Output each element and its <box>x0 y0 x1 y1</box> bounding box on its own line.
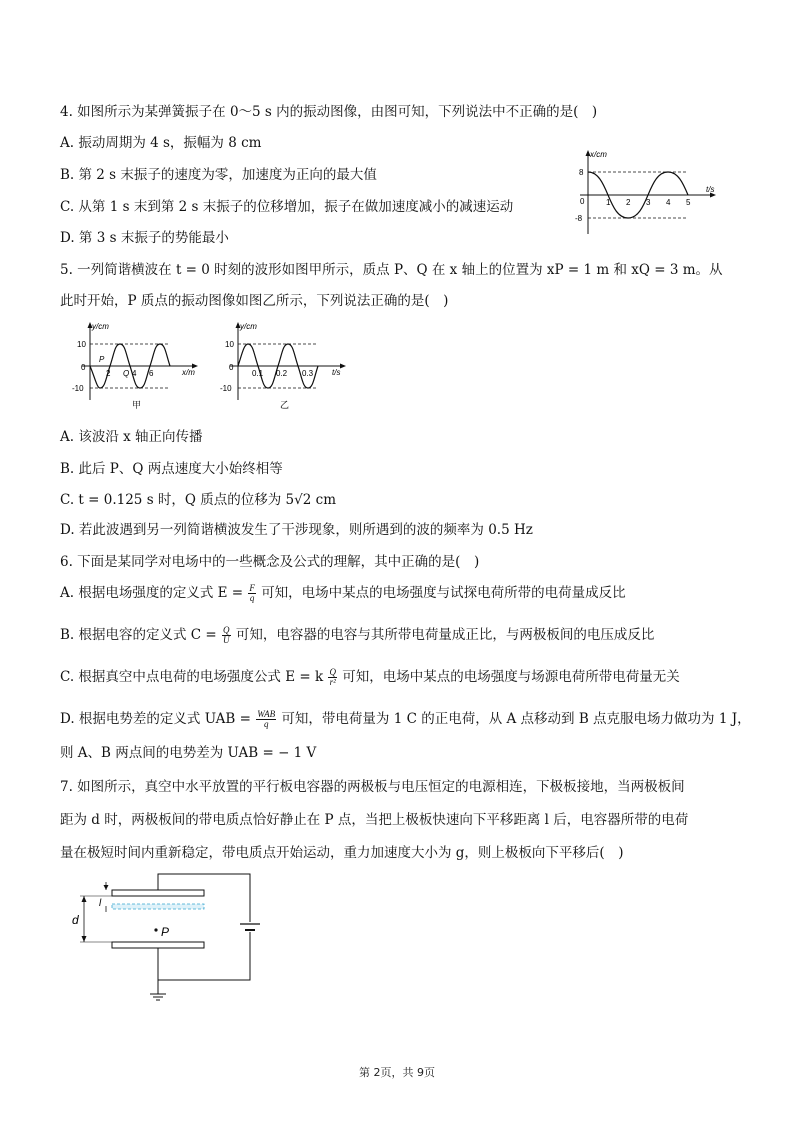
q4-xlabel: t/s <box>706 185 715 194</box>
q4-ytick-neg8: -8 <box>575 214 583 223</box>
q6-option-b <box>60 626 654 645</box>
q5-jia-xlabel: x/m <box>182 368 195 377</box>
q5-yi-caption: 乙 <box>280 400 290 410</box>
q4-option-c: C. 从第 1 s 末到第 2 s 末振子的位移增加，振子在做加速度减小的减速运动 <box>60 199 514 215</box>
q5-yi-xtick-02: 0.2 <box>276 369 288 378</box>
q4-xtick-1: 1 <box>606 198 611 207</box>
q6-stem: 6. 下面是某同学对电场中的一些概念及公式的理解，其中正确的是( ) <box>60 554 480 570</box>
q4-ytick-0: 0 <box>580 197 585 206</box>
q6-option-c <box>60 668 680 687</box>
q4-vibration-graph <box>570 148 730 238</box>
q6-a-pre: A. 根据电场强度的定义式 E = <box>60 585 244 601</box>
q6-d-den: q <box>263 719 269 729</box>
q5-option-c: C. t = 0.125 s 时，Q 质点的位移为 5√2 cm <box>60 492 336 508</box>
q6-d-fraction <box>256 710 276 729</box>
q5-option-d: D. 若此波遇到另一列简谐横波发生了干涉现象，则所遇到的波的频率为 0.5 Hz <box>60 522 533 538</box>
q6-d-post: 可知，带电荷量为 1 C 的正电荷，从 A 点移动到 B 点克服电场力做功为 1 J， <box>281 711 751 727</box>
q6-b-pre: B. 根据电容的定义式 C = <box>60 627 217 643</box>
q4-xtick-3: 3 <box>646 198 651 207</box>
q4-option-b: B. 第 2 s 末振子的速度为零，加速度为正向的最大值 <box>60 167 377 183</box>
q6-c-pre: C. 根据真空中点电荷的电场强度公式 E = k <box>60 669 324 685</box>
q5-jia-ytick-0: 0 <box>81 363 86 372</box>
q5-option-a: A. 该波沿 x 轴正向传播 <box>60 429 203 445</box>
q6-option-a <box>60 584 626 603</box>
q6-d-num: WAB <box>257 709 276 719</box>
q7-stem-1: 7. 如图所示，真空中水平放置的平行板电容器的两极板与电压恒定的电源相连，下极板接地，当两极板间 <box>60 779 685 795</box>
q5-option-b: B. 此后 P、Q 两点速度大小始终相等 <box>60 461 283 477</box>
q6-d-pre: D. 根据电势差的定义式 UAB = <box>60 711 251 727</box>
q6-a-num: F <box>249 583 255 593</box>
q5-stem-2: 此时开始，P 质点的振动图像如图乙所示，下列说法正确的是( ) <box>60 293 449 309</box>
q5-jia-ylabel: y/cm <box>92 322 109 331</box>
q7-label-d: d <box>72 913 79 927</box>
q5-jia-point-p: P <box>99 355 105 364</box>
q5-graph-yi <box>214 320 354 412</box>
q5-graph-jia <box>66 320 206 412</box>
q5-jia-xtick-6: 6 <box>149 369 154 378</box>
q5-yi-xtick-03: 0.3 <box>302 369 314 378</box>
q4-stem: 4. 如图所示为某弹簧振子在 0～5 s 内的振动图像，由图可知，下列说法中不正确的是( ) <box>60 104 598 120</box>
q6-option-d <box>60 710 751 729</box>
q6-b-post: 可知，电容器的电容与其所带电荷量成正比，与两极板间的电压成反比 <box>235 627 655 643</box>
q4-option-a: A. 振动周期为 4 s，振幅为 8 cm <box>60 135 262 151</box>
q6-b-num: Q <box>223 625 230 635</box>
q5-jia-xtick-2: 2 <box>106 369 111 378</box>
q7-label-l: l <box>99 898 102 909</box>
q5-yi-ytick-neg10: -10 <box>220 384 232 393</box>
q6-c-den: r² <box>329 677 336 687</box>
q6-c-num: Q <box>329 667 336 677</box>
q5-yi-ytick-10: 10 <box>225 340 234 349</box>
q6-c-post: 可知，电场中某点的电场强度与场源电荷所带电荷量无关 <box>342 669 680 685</box>
q4-xtick-4: 4 <box>666 198 671 207</box>
q4-ylabel: x/cm <box>590 150 607 159</box>
q6-b-den: U <box>223 635 230 645</box>
q5-stem-1: 5. 一列简谐横波在 t = 0 时刻的波形如图甲所示，质点 P、Q 在 x 轴上的位置为 xP = 1 m 和 xQ = 3 m。从 <box>60 262 723 278</box>
q5-jia-ytick-neg10: -10 <box>72 384 84 393</box>
q4-xtick-2: 2 <box>626 198 631 207</box>
q5-jia-ytick-10: 10 <box>77 340 86 349</box>
q5-yi-ytick-0: 0 <box>229 363 234 372</box>
q5-yi-xtick-01: 0.1 <box>252 369 264 378</box>
q7-stem-2: 距为 d 时，两极板间的带电质点恰好静止在 P 点，当把上极板快速向下平移距离 l 后，电容器所带的电荷 <box>60 812 689 828</box>
page-footer: 第 2页，共 9页 <box>359 1066 435 1079</box>
q6-a-den: q <box>249 593 255 603</box>
q5-jia-point-q: Q <box>123 369 130 378</box>
q6-c-fraction <box>328 668 337 687</box>
q7-capacitor-circuit <box>66 866 276 1016</box>
q4-ytick-8: 8 <box>579 168 584 177</box>
q5-yi-xlabel: t/s <box>332 368 341 377</box>
q5-yi-ylabel: y/cm <box>240 322 257 331</box>
q6-a-post: 可知，电场中某点的电场强度与试探电荷所带的电荷量成反比 <box>261 585 626 601</box>
q7-stem-3: 量在极短时间内重新稳定，带电质点开始运动，重力加速度大小为 g，则上极板向下平移后( ) <box>60 845 624 861</box>
q6-b-fraction <box>222 626 231 645</box>
q5-jia-xtick-4: 4 <box>132 369 137 378</box>
q5-jia-caption: 甲 <box>132 400 142 410</box>
q6-a-fraction <box>248 584 256 603</box>
q7-label-p: P <box>161 925 170 939</box>
q4-xtick-5: 5 <box>686 198 691 207</box>
q6-option-d-line2: 则 A、B 两点间的电势差为 UAB = − 1 V <box>60 745 317 761</box>
q4-option-d: D. 第 3 s 末振子的势能最小 <box>60 230 229 246</box>
